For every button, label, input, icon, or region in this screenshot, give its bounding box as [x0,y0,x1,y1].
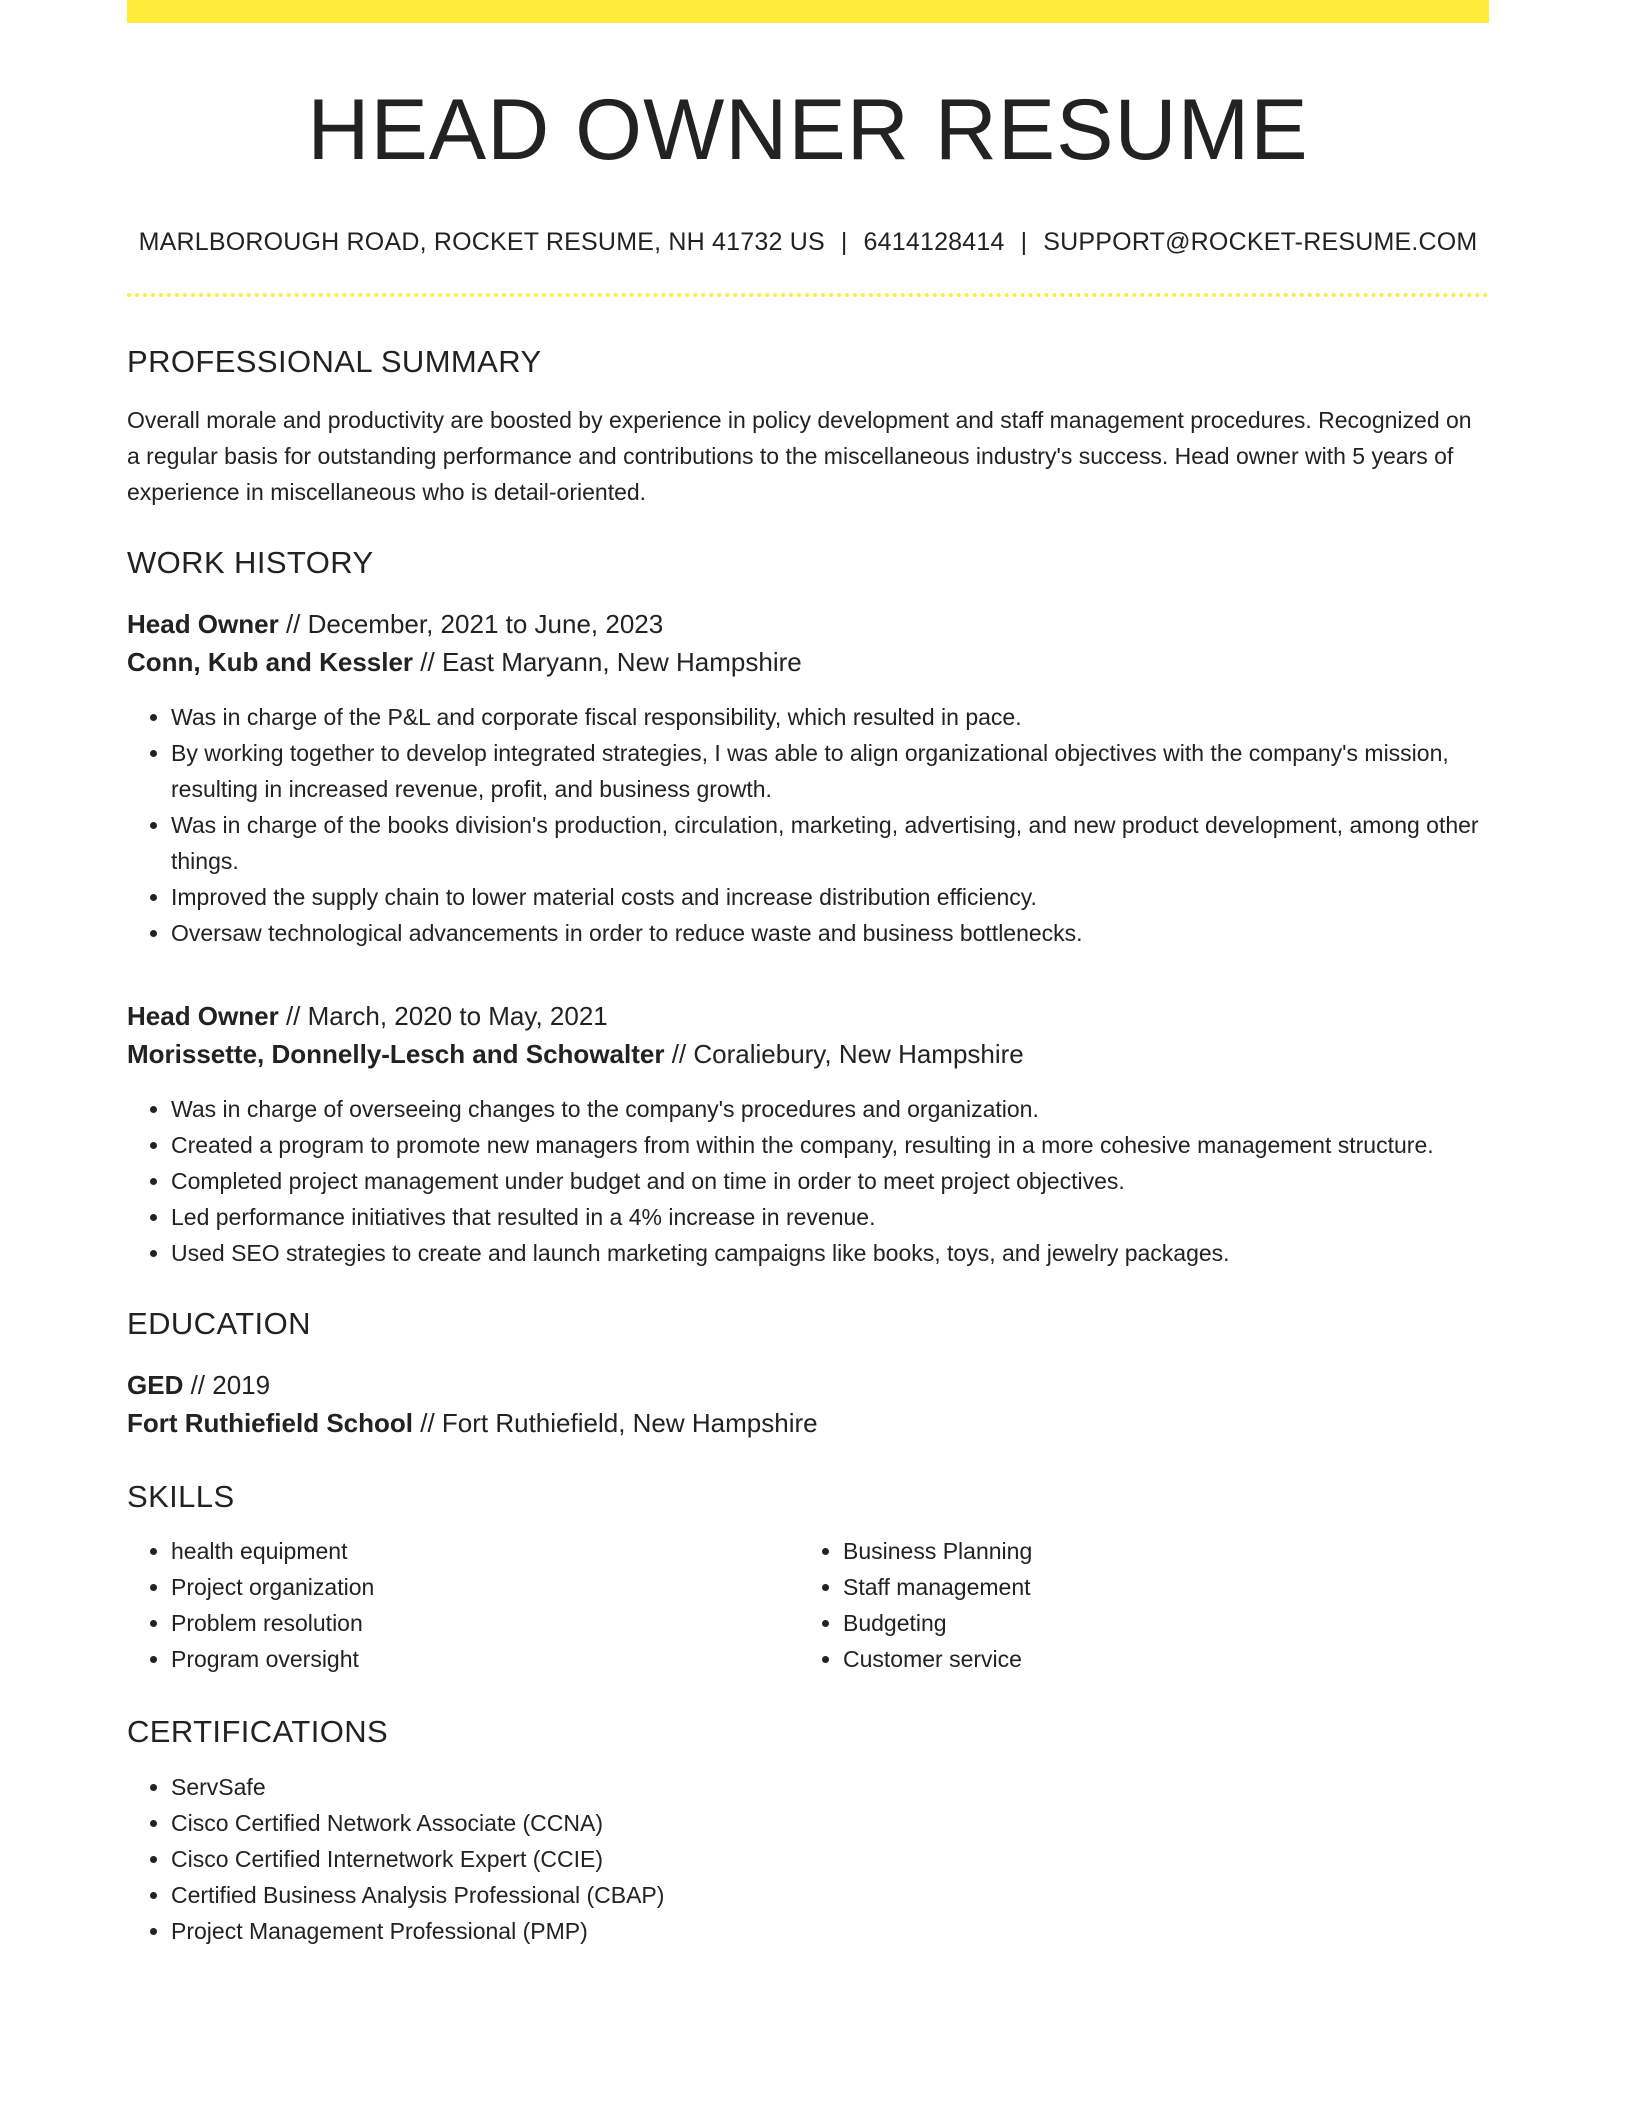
job-dates: // December, 2021 to June, 2023 [278,608,664,639]
contact-separator: | [1020,227,1028,256]
certifications-heading: CERTIFICATIONS [127,1714,389,1750]
certification-item: • Certified Business Analysis Professional (CBAP) [171,1877,1489,1913]
job-entry [127,997,1489,1271]
summary-text: Overall morale and productivity are boosted by experience in policy development and staff management procedures. Recognized on a regular basis for outstanding performance and contributions to the miscellaneous industry's success. Head owner with 5 years of experience in miscellaneous who is detail-oriented. [127,406,1472,505]
skill-item: • Program oversight [171,1641,799,1677]
dotted-divider [127,293,1489,297]
contact-email: SUPPORT@ROCKET-RESUME.COM [1043,227,1478,256]
job-bullet: • Oversaw technological advancements in order to reduce waste and business bottlenecks. [171,915,1489,951]
skill-item: • health equipment [171,1533,799,1569]
job-dates: // March, 2020 to May, 2021 [278,1000,608,1031]
job-company: Conn, Kub and Kessler [127,646,414,677]
job-bullets [127,1091,1489,1271]
skills-grid [127,1533,1489,1677]
job-company-line [127,1035,1489,1073]
job-title-line [127,605,1489,643]
skill-item: • Business Planning [843,1533,1471,1569]
resume-title: HEAD OWNER RESUME [307,82,1309,178]
skills-heading: SKILLS [127,1479,235,1515]
job-bullets [127,699,1489,951]
certification-item: • Cisco Certified Network Associate (CCNA) [171,1805,1489,1841]
contact-address: MARLBOROUGH ROAD, ROCKET RESUME, NH 41732 US [138,227,825,256]
job-bullet: • By working together to develop integrated strategies, I was able to align organizational objectives with the company's mission, resulting in increased revenue, profit, and business growth. [171,735,1489,807]
education-heading: EDUCATION [127,1305,311,1341]
contact-line [127,228,1489,257]
skill-item: • Project organization [171,1569,799,1605]
accent-top-bar [127,0,1489,23]
contact-phone: 6414128414 [863,227,1005,256]
skill-item: • Budgeting [843,1605,1471,1641]
education-degree-line [127,1366,1489,1404]
job-bullet: • Was in charge of overseeing changes to the company's procedures and organization. [171,1091,1489,1127]
resume-page [127,0,1489,1949]
skill-item: • Staff management [843,1569,1471,1605]
job-bullet: • Was in charge of the books division's production, circulation, marketing, advertising, and new product development, among other things. [171,807,1489,879]
job-bullet: • Created a program to promote new managers from within the company, resulting in a more cohesive management structure. [171,1127,1489,1163]
education-year: // 2019 [183,1370,271,1401]
certification-item: • Project Management Professional (PMP) [171,1913,1489,1949]
job-company: Morissette, Donnelly-Lesch and Schowalter [127,1038,665,1069]
work-history-heading: WORK HISTORY [127,544,374,580]
education-school: Fort Ruthiefield School [127,1408,413,1439]
job-bullet: • Led performance initiatives that resulted in a 4% increase in revenue. [171,1199,1489,1235]
certification-item: • Cisco Certified Internetwork Expert (CCIE) [171,1841,1489,1877]
job-bullet: • Improved the supply chain to lower material costs and increase distribution efficiency. [171,879,1489,915]
job-title: Head Owner [127,608,279,639]
job-bullet: • Completed project management under budget and on time in order to meet project objectives. [171,1163,1489,1199]
education-school-line [127,1404,1489,1442]
skills-column-right [799,1533,1471,1677]
skill-item: • Customer service [843,1641,1471,1677]
education-entry [127,1366,1489,1442]
job-title-line [127,997,1489,1035]
job-company-line [127,643,1489,681]
contact-separator: | [840,227,848,256]
job-entry [127,605,1489,951]
education-location: // Fort Ruthiefield, New Hampshire [413,1408,818,1439]
job-bullet: • Used SEO strategies to create and launch marketing campaigns like books, toys, and jewelry packages. [171,1235,1489,1271]
skills-column-left [127,1533,799,1677]
job-location: // Coraliebury, New Hampshire [664,1038,1024,1069]
education-degree: GED [127,1370,184,1401]
summary-heading: PROFESSIONAL SUMMARY [127,343,542,379]
certifications-list [127,1769,1489,1949]
job-title: Head Owner [127,1000,279,1031]
certification-item: • ServSafe [171,1769,1489,1805]
job-location: // East Maryann, New Hampshire [413,646,802,677]
job-bullet: • Was in charge of the P&L and corporate fiscal responsibility, which resulted in pace. [171,699,1489,735]
skill-item: • Problem resolution [171,1605,799,1641]
